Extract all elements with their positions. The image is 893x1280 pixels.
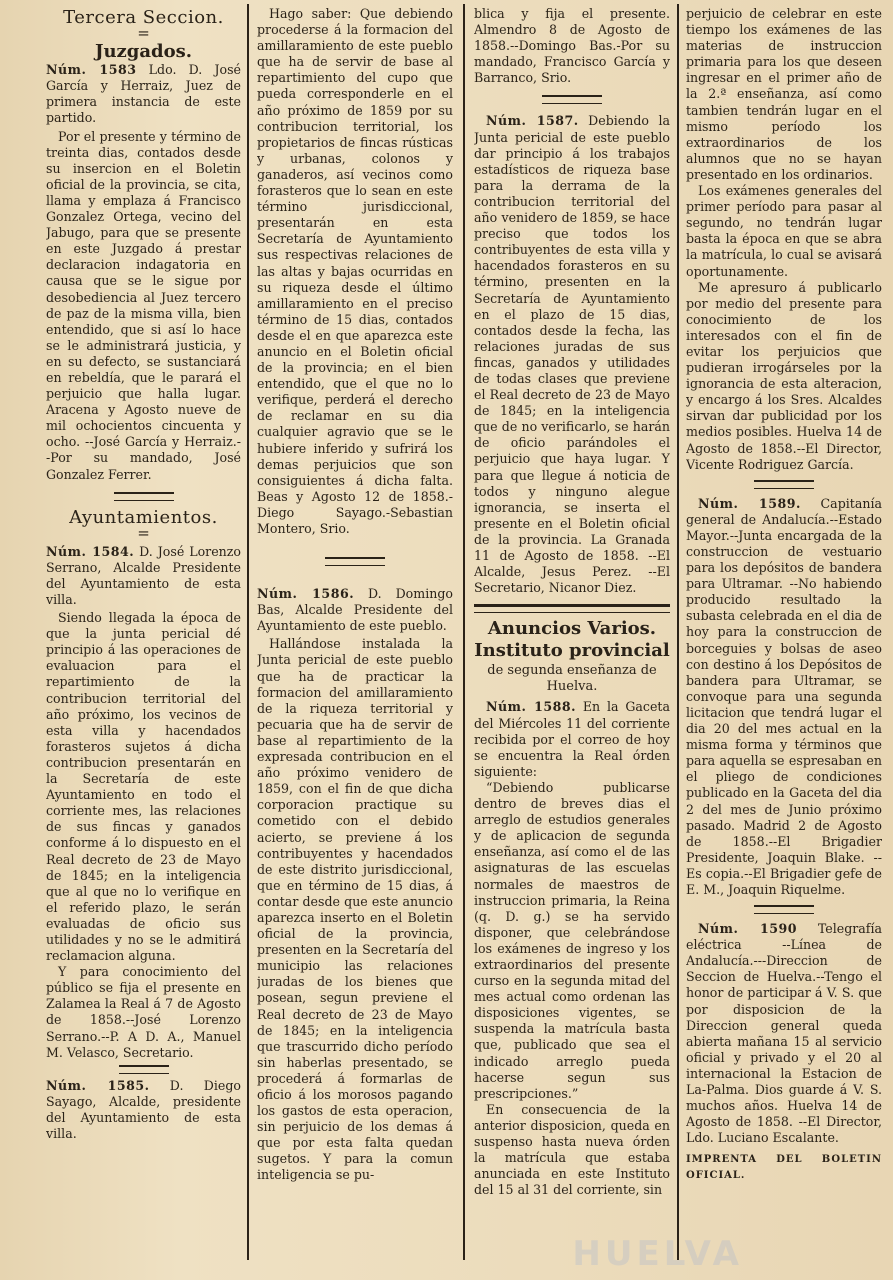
ornament-divider	[325, 557, 385, 566]
announcement-1588-continuation: perjuicio de celebrar en este tiempo los exámenes de las materias de instruccion primaria para los que deseen ingresar en el primer año de la 2.ª enseñanza, así como tambien tendrán lugar en el mismo período los extraordinarios de los alumnos que no se hayan presentado en los ordinarios.	[686, 6, 882, 182]
announcement-1587	[474, 113, 670, 596]
announcement-number: Núm. 1586.	[257, 586, 355, 602]
announcement-title: D. Domingo Bas, Alcalde Presidente del Ayuntamiento de este pueblo.	[257, 586, 453, 634]
announcement-body: Debiendo la Junta pericial de este pueblo dar principio á los trabajos estadísticos de riqueza base para la derrama de la contribucion territorial del año venidero de 1859, se hace preciso que todos los contribuyentes de esta villa y hacendados forasteros en su término, presenten en la Secretaría de Ayuntamiento en el plazo de 15 dias, contados desde la fecha, las relaciones juradas de sus fincas, ganados y utilidades de todas clases que previene el Real decreto de 23 de Mayo de 1845; en la inteligencia que de no verificarlo, se harán de oficio parándoles el perjuicio que haya lugar. Y para que llegue á noticia de todos y ninguno alegue ignorancia, se inserta el presente en el Boletin oficial de la provincia. La Granada 11 de Agosto de 1858. --El Alcalde, Jesus Perez. --El Secretario, Nicanor Diez.	[474, 113, 670, 596]
announcement-number: Núm. 1589.	[698, 495, 801, 511]
announcement-number: Núm. 1590	[698, 921, 798, 937]
announcement-number: Núm. 1583	[46, 62, 137, 78]
announcement-1586-continuation: blica y fija el presente. Almendro 8 de Agosto de 1858.--Domingo Bas.-Por su mandado, Francisco García y Barranco, Srio.	[474, 6, 670, 86]
announcement-number: Núm. 1587.	[486, 113, 579, 129]
announcement-1584-signature: Y para conocimiento del público se fija el presente en Zalamea la Real á 7 de Agosto de 1858.--José Lorenzo Serrano.--P. A D. A., Manuel M. Velasco, Secretario.	[46, 964, 241, 1060]
announcement-1590	[686, 921, 882, 1146]
announcement-title: Ldo. D. José García y Herraiz, Juez de primera instancia de este partido.	[46, 62, 241, 126]
announcement-title: D. Diego Sayago, Alcalde, presidente del Ayuntamiento de esta villa.	[46, 1077, 241, 1141]
ornament-divider	[754, 905, 814, 914]
section-rule	[474, 604, 670, 613]
announcement-1589	[686, 496, 882, 898]
column-rule	[677, 4, 679, 1260]
ornament-divider	[542, 95, 602, 104]
announcement-body: En la Gaceta del Miércoles 11 del corriente recibida por el correo de hoy se encuentra la Real órden siguiente:	[474, 699, 670, 779]
printer-imprint: IMPRENTA DEL BOLETIN OFICIAL.	[686, 1154, 882, 1182]
ornament-divider	[119, 1065, 169, 1074]
column-4	[686, 6, 882, 1270]
library-watermark: HUELVA	[572, 1234, 743, 1274]
instituto-subtitle: de segunda enseñanza de Huelva.	[487, 663, 657, 695]
announcement-body: Telegrafía eléctrica --Línea de Andalucía.---Direccion de Seccion de Huelva.--Tengo el honor de participar á V. S. que por disposicion de la Direccion general queda abierta mañana 15 al servicio oficial y privado y el 20 al internacional la Estacion de La-Palma. Dios guarde á V. S. muchos años. Huelva 14 de Agosto de 1858. --El Director, Ldo. Luciano Escalante.	[686, 921, 882, 1146]
announcement-1586-heading	[257, 586, 453, 634]
announcement-number: Núm. 1584.	[46, 543, 135, 559]
announcement-1585-heading	[46, 1078, 241, 1142]
announcement-1583-body: Por el presente y término de treinta dias, contados desde su insercion en el Boletin oficial de la provincia, se cita, llama y emplaza á Francisco Gonzalez Ortega, vecino del Jabugo, para que se presente en este Juzgado á prestar declaracion indagatoria en causa que se le sigue por desobediencia al Juez tercero de paz de la misma villa, bien entendido, que si así lo hace se le administrará justicia, y en su defecto, se sustanciará en rebeldía, que le parará el perjuicio que halla lugar. Aracena y Agosto nueve de mil ochocientos cincuenta y ocho. --José García y Herraiz.--Por su mandado, José Gonzalez Ferrer.	[46, 128, 241, 482]
separator: =	[137, 24, 150, 43]
announcement-body: Capitanía general de Andalucía.--Estado Mayor.--Junta encargada de la construccion de vestuario para los depósitos de bandera para Ultramar. --No habiendo producido resultado la subasta celebrada en el dia de hoy para la construccion de borceguies y bolsas de aseo con destino á los Depósitos de bandera para Ultramar, se convoque para una segunda licitacion que tendrá lugar el dia 20 del mes actual en la misma forma y términos que para aquella se espresaban en el pliego de condiciones publicado en la Gaceta del dia 2 del mes de Junio próximo pasado. Madrid 2 de Agosto de 1858.--El Brigadier Presidente, Joaquin Blake. --Es copia.--El Brigadier gefe de E. M., Joaquin Riquelme.	[686, 495, 882, 897]
column-rule	[247, 4, 249, 1260]
section-title-ayuntamientos: Ayuntamientos.	[69, 506, 218, 528]
ornament-divider	[754, 480, 814, 489]
section-title-tercera: Tercera Seccion.	[63, 7, 224, 28]
announcement-number: Núm. 1585.	[46, 1077, 150, 1093]
announcement-1588	[474, 699, 670, 779]
announcement-1588-closing: Me apresuro á publicarlo por medio del presente para conocimiento de los interesados con el fin de evitar los perjuicios que pudieran irrogárseles por la ignorancia de esta alteracion, y encargo á los Sres. Alcaldes sirvan dar publicidad por los medios posibles. Huelva 14 de Agosto de 1858.--El Director, Vicente Rodriguez García.	[686, 279, 882, 472]
announcement-1586-body: Hallándose instalada la Junta pericial de este pueblo que ha de practicar la formacion del amillaramiento de la riqueza territorial y pecuaria que ha de servir de base al repartimiento de la expresada contribucion en el año próximo venidero de 1859, con el fin de que dicha corporacion practique su cometido con el debido acierto, se previene á los contribuyentes y hacendados de este distrito jurisdiccional, que en término de 15 dias, á contar desde que este anuncio aparezca inserto en el Boletin oficial de la provincia, presenten en la Secretaría del municipio las relaciones juradas de los bienes que posean, segun previene el Real decreto de 23 de Mayo de 1845; en la inteligencia que trascurrido dicho período sin haberlas presentado, se procederá á formarlas de oficio á los morosos pagando los gastos de esta operacion, sin perjuicio de los demas á que por esta falta quedan sugetos. Y para la comun inteligencia se pu-	[257, 636, 453, 1183]
section-title-anuncios: Anuncios Varios.	[487, 618, 657, 640]
announcement-1585-body: Hago saber: Que debiendo procederse á la formacion del amillaramiento de este pueblo que ha de servir de base al repartimiento del cupo que pueda corresponderle en el año próximo de 1859 por su contribucion territorial, los propietarios de fincas rústicas y urbanas, colonos y ganaderos, así vecinos como forasteros que lo sean en este término jurisdiccional, presentarán en esta Secretaría de Ayuntamiento sus respectivas relaciones de las altas y bajas ocurridas en su riqueza desde el último amillaramiento en el preciso término de 15 dias, contados desde el en que aparezca este anuncio en el Boletin oficial de la provincia; en el bien entendido, que el que no lo verifique, perderá el derecho de reclamar en su dia cualquier agravio que se le hubiere inferido y sufrirá los demas perjuicios que son consiguientes á dicha falta. Beas y Agosto 12 de 1858.-Diego Sayago.-Sebastian Montero, Srio.	[257, 6, 453, 536]
column-rule	[463, 4, 465, 1260]
announcement-1584-heading	[46, 544, 241, 608]
announcement-1583-heading	[46, 62, 241, 126]
announcement-number: Núm. 1588.	[486, 699, 577, 715]
announcement-1588-exams: Los exámenes generales del primer período para pasar al segundo, no tendrán lugar basta la época en que se abra la matrícula, lo cual se avisará oportunamente.	[686, 183, 882, 279]
announcement-1588-consequence: En consecuencia de la anterior disposicion, queda en suspenso hasta nueva órden la matrícula que estaba anunciada en este Instituto del 15 al 31 del corriente, sin	[474, 1101, 670, 1198]
separator: =	[137, 523, 150, 542]
section-title-juzgados: Juzgados.	[94, 41, 193, 63]
ornament-divider	[114, 492, 174, 501]
column-2	[257, 6, 453, 1270]
announcement-1588-quote: “Debiendo publicarse dentro de breves dias el arreglo de estudios generales y de aplicacion de segunda enseñanza, así como el de las asignaturas de las escuelas normales de maestros de instruccion primaria, la Reina (q. D. g.) se ha servido disponer, que celebrándose los exámenes de ingreso y los extraordinarios del presente curso en la segunda mitad del mes actual como ordenan las disposiciones vigentes, se suspenda la matrícula basta que, publicado que sea el indicado arreglo pueda hacerse segun sus prescripciones.”	[474, 779, 670, 1101]
column-3	[474, 6, 670, 1270]
announcement-1584-body: Siendo llegada la época de que la junta pericial dé principio á las operaciones de evaluacion para el repartimiento de la contribucion territorial del año próximo, los vecinos de esta villa y hacendados forasteros sujetos á dicha contribucion presentarán en la Secretaría de este Ayuntamiento en todo el corriente mes, las relaciones de sus fincas y ganados conforme á lo dispuesto en el Real decreto de 23 de Mayo de 1845; en la inteligencia que al que no lo verifique en el referido plazo, le serán evaluadas de oficio sus utilidades y no se le admitirá reclamacion alguna.	[46, 610, 241, 964]
column-1	[46, 6, 241, 1270]
instituto-title: Instituto provincial	[474, 640, 670, 662]
announcement-title: D. José Lorenzo Serrano, Alcalde Presidente del Ayuntamiento de esta villa.	[46, 543, 241, 607]
